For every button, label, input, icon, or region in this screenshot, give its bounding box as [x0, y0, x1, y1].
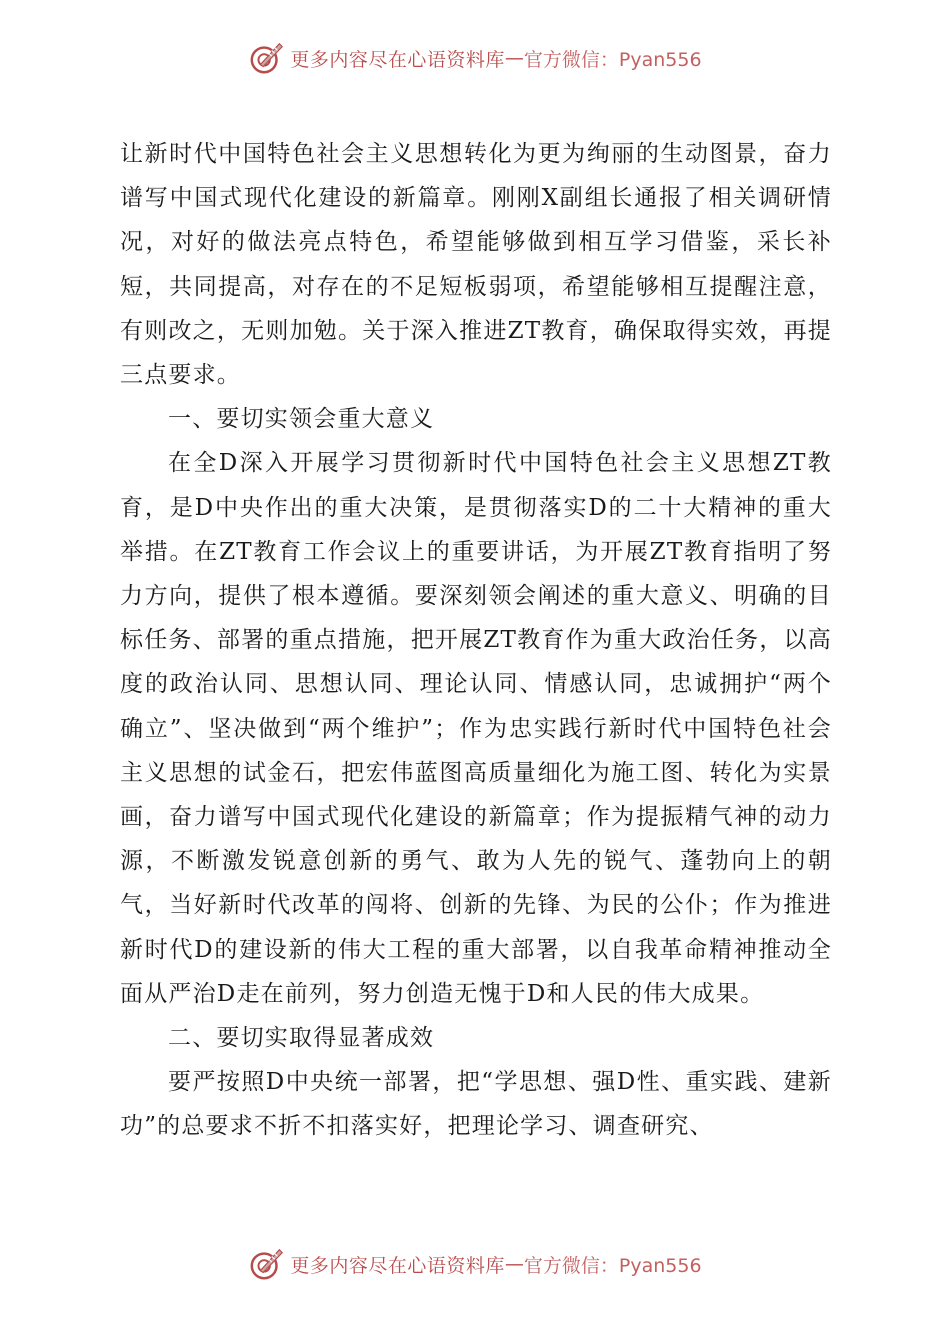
feather-pen-logo-icon [248, 39, 286, 77]
section-heading-2: 二、要切实取得显著成效 [168, 1025, 435, 1052]
header-banner [0, 38, 950, 78]
paragraph-section-1: 在全D深入开展学习贯彻新时代中国特色社会主义思想ZT教育，是D中央作出的重大决策，是贯彻落实D的二十大精神的重大举措。在ZT教育工作会议上的重要讲话，为开展ZT教育指明了努力方向，提供了根本遵循。要深刻领会阐述的重大意义、明确的目标任务、部署的重点措施，把开展ZT教育作为重大政治任务，以高度的政治认同、思想认同、理论认同、情感认同，忠诚拥护“两个确立”、坚决做到“两个维护”；作为忠实践行新时代中国特色社会主义思想的试金石，把宏伟蓝图高质量细化为施工图、转化为实景画，奋力谱写中国式现代化建设的新篇章；作为提振精气神的动力源，不断激发锐意创新的勇气、敢为人先的锐气、蓬勃向上的朝气，当好新时代改革的闯将、创新的先锋、为民的公仆；作为推进新时代D的建设新的伟大工程的重大部署，以自我革命精神推动全面从严治D走在前列，努力创造无愧于D和人民的伟大成果。 [120, 450, 832, 1007]
footer-separator: — [504, 1253, 524, 1275]
section-heading-1: 一、要切实领会重大意义 [168, 406, 435, 433]
paragraph-section-2: 要严按照D中央统一部署，把“学思想、强D性、重实践、建新功”的总要求不折不扣落实好，把理论学习、调查研究、 [120, 1069, 832, 1140]
footer-wechat-text: 官方微信：Pyan556 [523, 1254, 702, 1277]
header-separator: — [504, 47, 524, 69]
feather-pen-logo-icon [248, 1245, 286, 1283]
footer-banner-text: 更多内容尽在心语资料库 [290, 1254, 505, 1277]
footer-banner [0, 1244, 950, 1284]
header-wechat-text: 官方微信：Pyan556 [523, 48, 702, 71]
paragraph-continuation: 让新时代中国特色社会主义思想转化为更为绚丽的生动图景，奋力谱写中国式现代化建设的新篇章。刚刚X副组长通报了相关调研情况，对好的做法亮点特色，希望能够做到相互学习借鉴，采长补短，共同提高，对存在的不足短板弱项，希望能够相互提醒注意，有则改之，无则加勉。关于深入推进ZT教育，确保取得实效，再提三点要求。 [120, 141, 832, 389]
document-body [120, 132, 832, 1149]
header-banner-text: 更多内容尽在心语资料库 [290, 48, 505, 71]
